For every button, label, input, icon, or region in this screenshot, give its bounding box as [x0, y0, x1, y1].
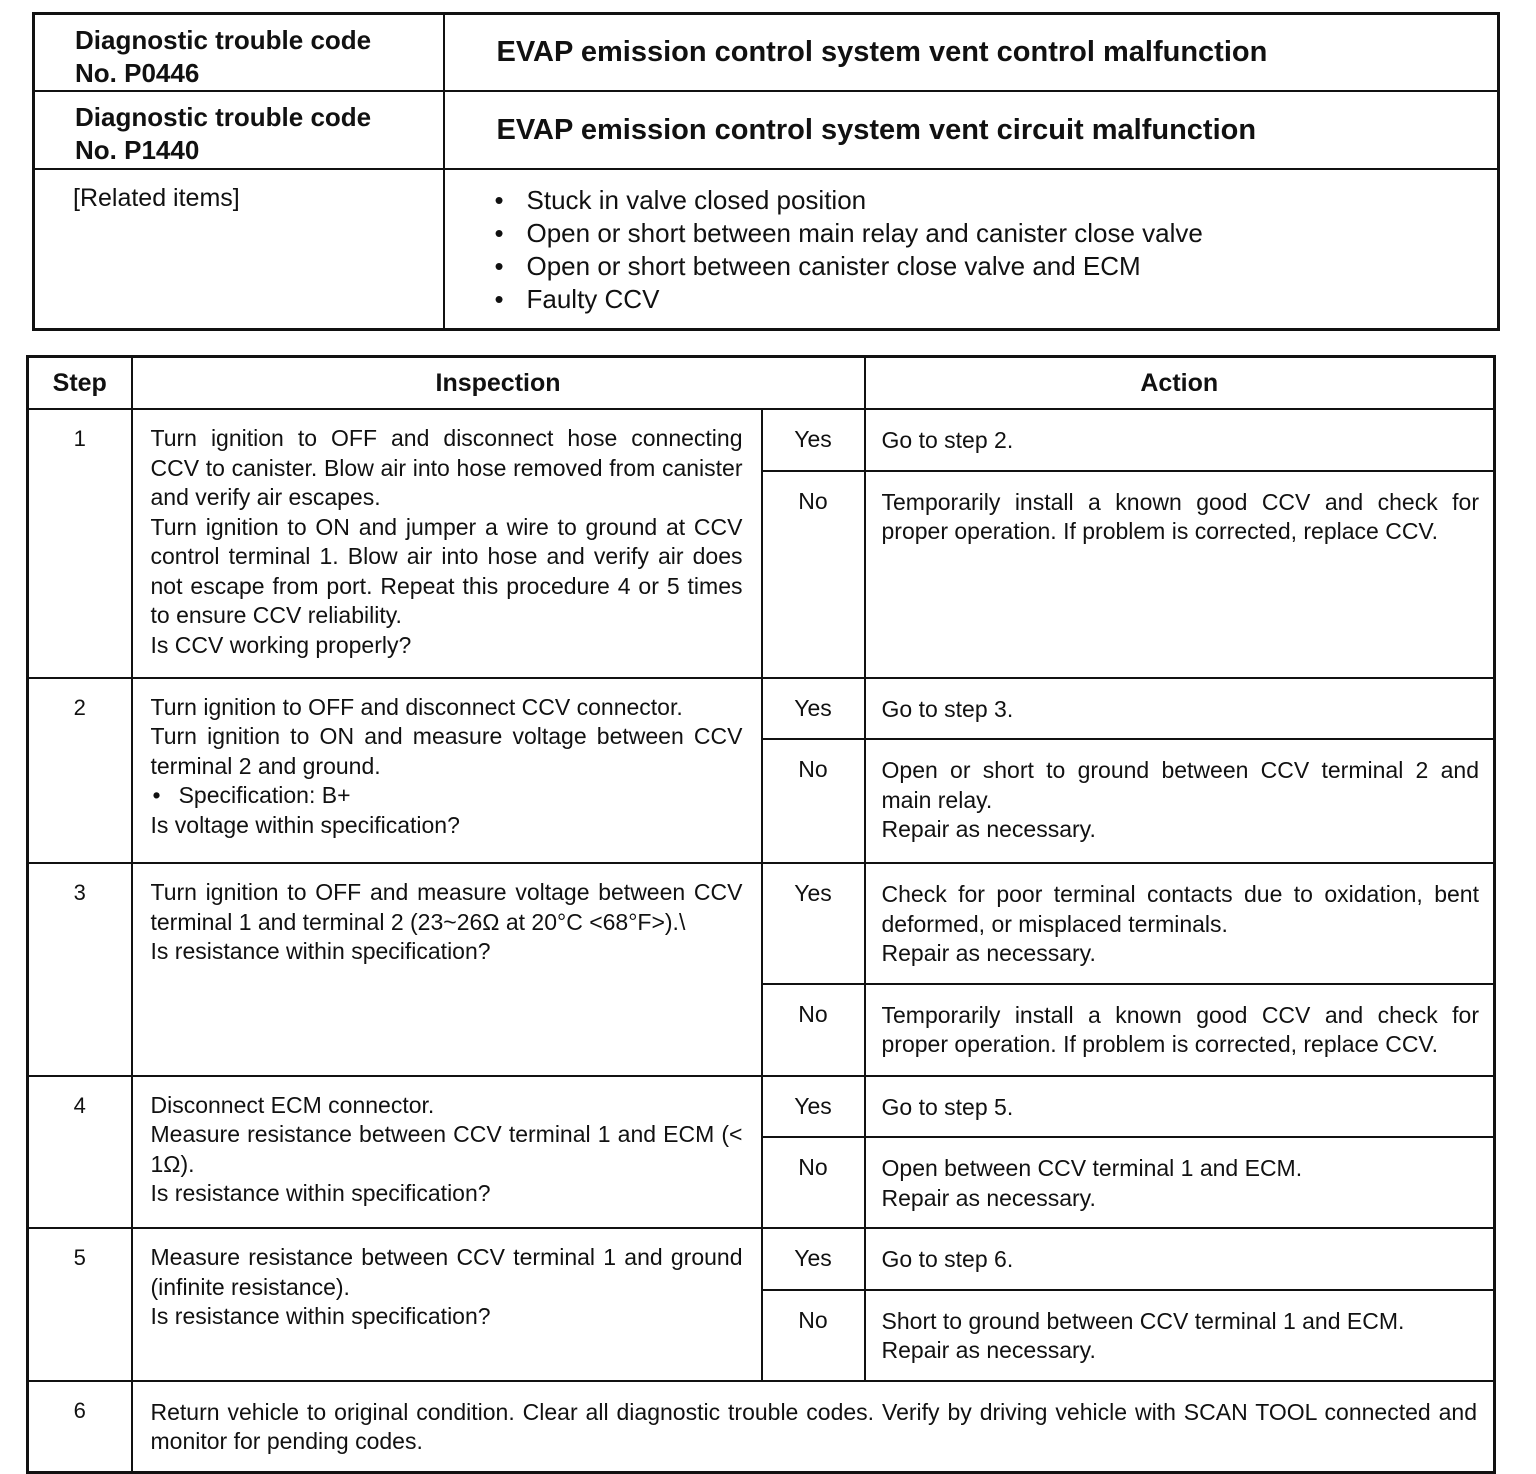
- step-number: 4: [28, 1076, 132, 1229]
- related-item: • Open or short between canister close valve and ECM: [495, 250, 1498, 283]
- step-number: 6: [28, 1381, 132, 1473]
- inspection-cell: Turn ignition to OFF and measure voltage between CCV terminal 1 and terminal 2 (23~26Ω at 20°C <68°F>).\ Is resistance within specification?: [132, 863, 762, 1076]
- dtc-title: EVAP emission control system vent circuit malfunction: [444, 91, 1499, 169]
- dtc-title: EVAP emission control system vent control malfunction: [444, 14, 1499, 92]
- yes-label: Yes: [762, 863, 865, 984]
- no-label: No: [762, 1137, 865, 1228]
- dtc-row-p0446: [34, 14, 1499, 92]
- inspection-cell: Disconnect ECM connector. Measure resistance between CCV terminal 1 and ECM (< 1Ω). Is resistance within specification?: [132, 1076, 762, 1229]
- yes-action: Go to step 6.: [865, 1228, 1495, 1290]
- yes-label: Yes: [762, 1076, 865, 1138]
- inspection-column-header: Inspection: [132, 357, 865, 410]
- inspection-cell: Turn ignition to OFF and disconnect CCV connector. Turn ignition to ON and measure voltage between CCV terminal 2 and ground. • Specification: B+ Is voltage within specification?: [132, 678, 762, 864]
- no-label: No: [762, 984, 865, 1076]
- related-items-label: [Related items]: [34, 169, 444, 329]
- yes-label: Yes: [762, 409, 865, 471]
- troubleshooting-steps-table: [26, 355, 1496, 1474]
- related-item: • Faulty CCV: [495, 283, 1498, 316]
- step-row: [28, 1076, 1495, 1138]
- inspection-cell: Measure resistance between CCV terminal 1 and ground (infinite resistance). Is resistance within specification?: [132, 1228, 762, 1381]
- dtc-code-label: Diagnostic trouble code No. P0446: [34, 14, 444, 92]
- no-action: Short to ground between CCV terminal 1 and ECM. Repair as necessary.: [865, 1290, 1495, 1381]
- yes-action: Go to step 3.: [865, 678, 1495, 740]
- yes-action: Go to step 5.: [865, 1076, 1495, 1138]
- related-item: • Open or short between main relay and canister close valve: [495, 217, 1498, 250]
- spec-bullet: • Specification: B+: [151, 781, 743, 811]
- no-action: Temporarily install a known good CCV and check for proper operation. If problem is corrected, replace CCV.: [865, 984, 1495, 1076]
- no-action: Open or short to ground between CCV terminal 2 and main relay. Repair as necessary.: [865, 739, 1495, 863]
- step-number: 3: [28, 863, 132, 1076]
- inspection-cell: Turn ignition to OFF and disconnect hose connecting CCV to canister. Blow air into hose removed from canister and verify air escapes. Turn ignition to ON and jumper a wire to ground at CCV control terminal 1. Blow air into hose and verify air does not escape from port. Repeat this procedure 4 or 5 times to ensure CCV reliability. Is CCV working properly?: [132, 409, 762, 678]
- step-number: 5: [28, 1228, 132, 1381]
- step-row-final: [28, 1381, 1495, 1473]
- no-action: Open between CCV terminal 1 and ECM. Repair as necessary.: [865, 1137, 1495, 1228]
- dtc-code-label: Diagnostic trouble code No. P1440: [34, 91, 444, 169]
- related-items-cell: [444, 169, 1499, 329]
- no-label: No: [762, 739, 865, 863]
- related-items-list: [445, 170, 1498, 326]
- step-column-header: Step: [28, 357, 132, 410]
- yes-label: Yes: [762, 1228, 865, 1290]
- dtc-row-p1440: [34, 91, 1499, 169]
- action-column-header: Action: [865, 357, 1495, 410]
- yes-action: Check for poor terminal contacts due to oxidation, bent deformed, or misplaced terminals. Repair as necessary.: [865, 863, 1495, 984]
- related-items-row: [34, 169, 1499, 329]
- step-row: [28, 1228, 1495, 1290]
- step-number: 2: [28, 678, 132, 864]
- dtc-header-table: [32, 12, 1500, 331]
- no-label: No: [762, 1290, 865, 1381]
- yes-label: Yes: [762, 678, 865, 740]
- steps-header-row: [28, 357, 1495, 410]
- no-label: No: [762, 471, 865, 678]
- no-action: Temporarily install a known good CCV and check for proper operation. If problem is corrected, replace CCV.: [865, 471, 1495, 678]
- yes-action: Go to step 2.: [865, 409, 1495, 471]
- step-row: [28, 678, 1495, 740]
- step-row: [28, 863, 1495, 984]
- step-row: [28, 409, 1495, 471]
- step-number: 1: [28, 409, 132, 678]
- related-item: • Stuck in valve closed position: [495, 184, 1498, 217]
- final-step-text: Return vehicle to original condition. Clear all diagnostic trouble codes. Verify by driving vehicle with SCAN TOOL connected and monitor for pending codes.: [132, 1381, 1495, 1473]
